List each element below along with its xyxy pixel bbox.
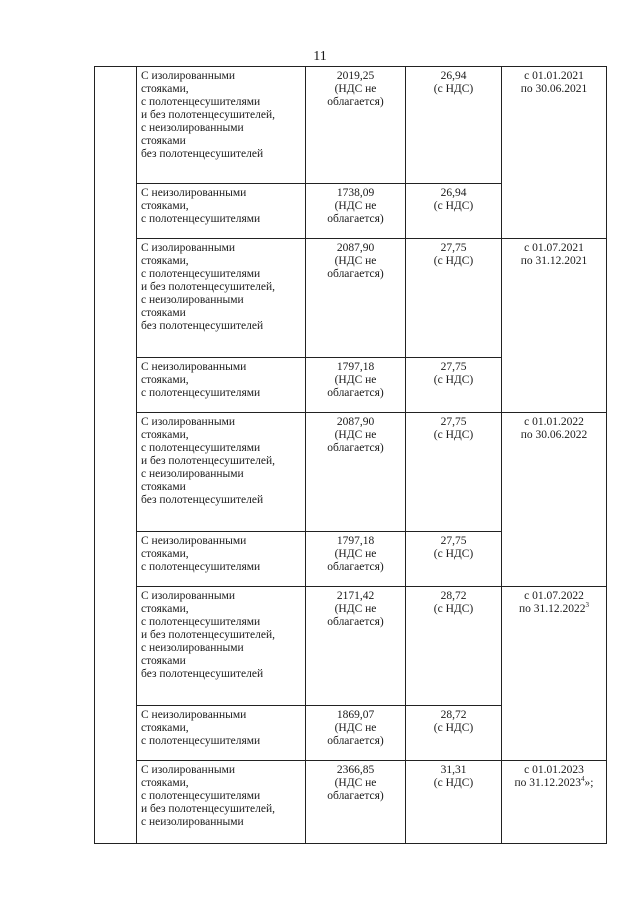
riser-description-line: с неизолированными <box>141 468 244 480</box>
validity-period-line: с 01.01.2023 <box>524 764 584 776</box>
tariff-without-vat <box>306 239 406 358</box>
footnote-marker: 4 <box>581 775 585 784</box>
tariff-without-vat-line: 2171,42 <box>336 590 375 602</box>
tariff-without-vat-line: облагается) <box>327 442 384 454</box>
riser-description-line: с полотенцесушителями <box>141 96 261 108</box>
riser-description-line: и без полотенцесушителей, <box>141 109 276 121</box>
riser-description-line: стояками <box>141 307 186 319</box>
tariff-with-vat-line: (с НДС) <box>433 374 474 386</box>
tariff-without-vat-line: облагается) <box>327 268 384 280</box>
tariff-without-vat-line: облагается) <box>327 616 384 628</box>
riser-description-line: С неизолированными <box>141 709 247 721</box>
tariff-with-vat <box>406 358 502 413</box>
tariff-without-vat-line: 1797,18 <box>336 535 375 547</box>
validity-period-line: по 31.12.2022$^3$ <box>518 601 590 615</box>
tariff-without-vat-line: облагается) <box>327 387 384 399</box>
tariff-without-vat-line: 2087,90 <box>336 242 375 254</box>
tariff-without-vat <box>306 184 406 239</box>
riser-description <box>137 532 306 587</box>
validity-period-line: с 01.01.2022 <box>524 416 584 428</box>
riser-description-line: с полотенцесушителями <box>141 561 261 573</box>
riser-description-line: без полотенцесушителей <box>141 148 264 160</box>
riser-description <box>137 239 306 358</box>
riser-description-line: с полотенцесушителями <box>141 213 261 225</box>
table-row <box>95 67 607 184</box>
tariff-with-vat-line: (с НДС) <box>433 83 474 95</box>
tariff-without-vat-line: 2019,25 <box>336 70 375 82</box>
page-number: 11 <box>313 49 327 64</box>
tariff-without-vat <box>306 358 406 413</box>
riser-description <box>137 358 306 413</box>
tariff-without-vat-line: (НДС не <box>334 548 377 560</box>
tariff-without-vat-line: облагается) <box>327 735 384 747</box>
tariff-without-vat <box>306 587 406 706</box>
riser-description-line: С неизолированными <box>141 361 247 373</box>
tariff-with-vat-line: 31,31 <box>440 764 467 776</box>
riser-description-line: С неизолированными <box>141 535 247 547</box>
tariff-without-vat-line: 2087,90 <box>336 416 375 428</box>
tariff-table <box>94 66 607 844</box>
tariff-without-vat-line: облагается) <box>327 213 384 225</box>
table-row <box>95 587 607 706</box>
tariff-without-vat-line: (НДС не <box>334 777 377 789</box>
riser-description-line: стояками, <box>141 603 189 615</box>
tariff-without-vat-line: (НДС не <box>334 200 377 212</box>
validity-period-line: с 01.07.2022 <box>524 590 584 602</box>
riser-description-line: С изолированными <box>141 764 236 776</box>
riser-description-line: без полотенцесушителей <box>141 494 264 506</box>
tariff-with-vat <box>406 706 502 761</box>
blank-column <box>95 67 137 844</box>
riser-description-line: стояками, <box>141 777 189 789</box>
riser-description-line: с полотенцесушителями <box>141 268 261 280</box>
riser-description-line: С неизолированными <box>141 187 247 199</box>
riser-description <box>137 413 306 532</box>
tariff-with-vat <box>406 761 502 844</box>
tariff-with-vat <box>406 413 502 532</box>
validity-period <box>502 239 607 413</box>
tariff-without-vat-line: (НДС не <box>334 83 377 95</box>
tariff-without-vat <box>306 532 406 587</box>
tariff-without-vat-line: (НДС не <box>334 374 377 386</box>
riser-description-line: с полотенцесушителями <box>141 616 261 628</box>
table-row <box>95 239 607 358</box>
validity-period-line: по 31.12.2021 <box>520 255 588 267</box>
tariff-without-vat-line: (НДС не <box>334 429 377 441</box>
riser-description-line: стояками, <box>141 200 189 212</box>
tariff-with-vat <box>406 67 502 184</box>
tariff-with-vat <box>406 587 502 706</box>
riser-description-line: и без полотенцесушителей, <box>141 803 276 815</box>
riser-description-line: и без полотенцесушителей, <box>141 281 276 293</box>
riser-description-line: с полотенцесушителями <box>141 790 261 802</box>
tariff-without-vat-line: 1869,07 <box>336 709 375 721</box>
riser-description <box>137 184 306 239</box>
tariff-with-vat-line: 27,75 <box>440 535 467 547</box>
validity-period-line: по 31.12.2023$^4$»; <box>514 775 594 789</box>
riser-description-line: стояками, <box>141 722 189 734</box>
riser-description-line: стояками, <box>141 255 189 267</box>
tariff-without-vat-line: 2366,85 <box>336 764 375 776</box>
riser-description-line: стояками <box>141 655 186 667</box>
tariff-with-vat-line: (с НДС) <box>433 722 474 734</box>
tariff-without-vat-line: (НДС не <box>334 722 377 734</box>
tariff-without-vat-line: (НДС не <box>334 603 377 615</box>
riser-description-line: без полотенцесушителей <box>141 320 264 332</box>
riser-description-line: с неизолированными <box>141 294 244 306</box>
riser-description-line: и без полотенцесушителей, <box>141 629 276 641</box>
riser-description <box>137 706 306 761</box>
riser-description-line: стояками, <box>141 374 189 386</box>
riser-description-line: стояками, <box>141 429 189 441</box>
table-row <box>95 413 607 532</box>
validity-period <box>502 587 607 761</box>
tariff-with-vat-line: (с НДС) <box>433 777 474 789</box>
riser-description-line: с полотенцесушителями <box>141 387 261 399</box>
tariff-with-vat <box>406 239 502 358</box>
tariff-with-vat-line: 27,75 <box>440 361 467 373</box>
validity-period-line: по 30.06.2022 <box>520 429 588 441</box>
riser-description-line: стояками, <box>141 83 189 95</box>
tariff-with-vat-line: (с НДС) <box>433 548 474 560</box>
riser-description <box>137 587 306 706</box>
tariff-without-vat-line: (НДС не <box>334 255 377 267</box>
riser-description <box>137 761 306 844</box>
tariff-without-vat-line: облагается) <box>327 790 384 802</box>
riser-description-line: с полотенцесушителями <box>141 442 261 454</box>
tariff-with-vat-line: 27,75 <box>440 416 467 428</box>
tariff-with-vat-line: 27,75 <box>440 242 467 254</box>
tariff-without-vat-line: 1738,09 <box>336 187 375 199</box>
riser-description-line: стояками <box>141 481 186 493</box>
validity-period <box>502 761 607 844</box>
riser-description-line: С изолированными <box>141 416 236 428</box>
table-row <box>95 761 607 844</box>
riser-description-line: без полотенцесушителей <box>141 668 264 680</box>
riser-description-line: С изолированными <box>141 70 236 82</box>
tariff-without-vat-line: облагается) <box>327 561 384 573</box>
tariff-without-vat <box>306 67 406 184</box>
riser-description <box>137 67 306 184</box>
riser-description-line: стояками, <box>141 548 189 560</box>
footnote-marker: 3 <box>585 601 590 610</box>
validity-period-line: по 30.06.2021 <box>520 83 588 95</box>
tariff-without-vat-line: 1797,18 <box>336 361 375 373</box>
tariff-with-vat-line: 26,94 <box>440 70 467 82</box>
riser-description-line: с неизолированными <box>141 642 244 654</box>
tariff-with-vat-line: 28,72 <box>440 709 467 721</box>
validity-period-line: с 01.01.2021 <box>524 70 584 82</box>
riser-description-line: с полотенцесушителями <box>141 735 261 747</box>
tariff-without-vat-line: облагается) <box>327 96 384 108</box>
tariff-with-vat-line: 28,72 <box>440 590 467 602</box>
riser-description-line: и без полотенцесушителей, <box>141 455 276 467</box>
tariff-with-vat-line: (с НДС) <box>433 603 474 615</box>
riser-description-line: С изолированными <box>141 242 236 254</box>
tariff-with-vat-line: (с НДС) <box>433 429 474 441</box>
tariff-with-vat <box>406 532 502 587</box>
tariff-without-vat <box>306 761 406 844</box>
tariff-with-vat-line: (с НДС) <box>433 200 474 212</box>
tariff-with-vat <box>406 184 502 239</box>
riser-description-line: с неизолированными <box>141 816 244 828</box>
closing-quote: »; <box>584 777 594 789</box>
tariff-with-vat-line: (с НДС) <box>433 255 474 267</box>
validity-period-line: с 01.07.2021 <box>524 242 584 254</box>
validity-period <box>502 413 607 587</box>
tariff-without-vat <box>306 413 406 532</box>
tariff-without-vat <box>306 706 406 761</box>
riser-description-line: с неизолированными <box>141 122 244 134</box>
riser-description-line: С изолированными <box>141 590 236 602</box>
riser-description-line: стояками <box>141 135 186 147</box>
validity-period <box>502 67 607 239</box>
tariff-with-vat-line: 26,94 <box>440 187 467 199</box>
